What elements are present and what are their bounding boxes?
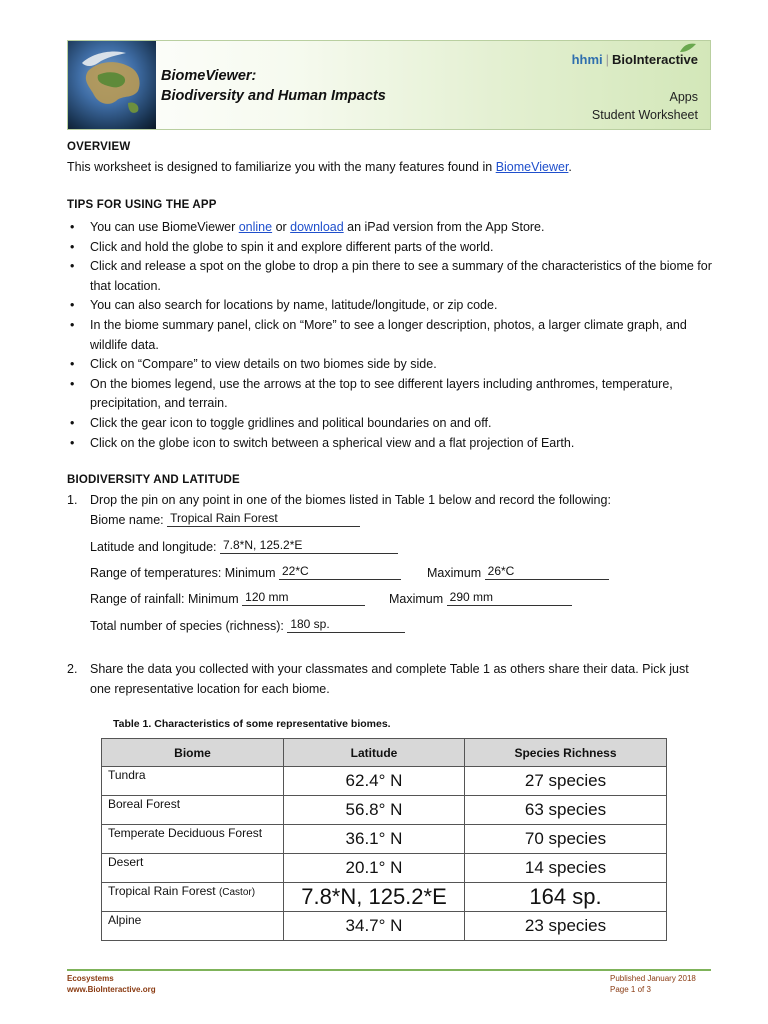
biome-name: Desert bbox=[108, 855, 144, 869]
rainfall-max-row bbox=[389, 591, 572, 606]
question-1-text: Drop the pin on any point in one of the biomes listed in Table 1 below and record the following: bbox=[90, 493, 611, 507]
question-2-line-1: Share the data you collected with your classmates and complete Table 1 as others share their data. Pick just bbox=[90, 662, 689, 676]
species-label: Total number of species (richness): bbox=[90, 619, 284, 633]
biome-name-label: Biome name: bbox=[90, 513, 164, 527]
tip-item: • Click and release a spot on the globe to drop a pin there to see a summary of the characteristics of the biome for that location. bbox=[67, 257, 717, 296]
biome-name-field[interactable] bbox=[167, 512, 360, 527]
category-label: Apps bbox=[669, 90, 698, 104]
latitude-cell[interactable]: 56.8° N bbox=[284, 796, 465, 825]
biome-name: Tropical Rain Forest bbox=[108, 884, 216, 898]
tips-list bbox=[67, 218, 717, 453]
table-row bbox=[102, 796, 667, 825]
tip-item: • Click on “Compare” to view details on two biomes side by side. bbox=[67, 355, 717, 375]
tip-item: • You can also search for locations by name, latitude/longitude, or zip code. bbox=[67, 296, 717, 316]
rain-min-label: Range of rainfall: Minimum bbox=[90, 592, 239, 606]
header-latitude: Latitude bbox=[284, 739, 465, 767]
logo-hhmi: hhmi bbox=[571, 52, 603, 67]
biome-cell bbox=[102, 796, 284, 825]
online-link[interactable]: online bbox=[238, 220, 273, 234]
footer-unit: Ecosystems bbox=[67, 974, 114, 983]
rain-min-field[interactable] bbox=[242, 591, 365, 606]
tip-item: • Click and hold the globe to spin it and explore different parts of the world. bbox=[67, 238, 717, 258]
footer-left bbox=[67, 973, 156, 995]
logo-separator: | bbox=[605, 52, 610, 67]
footer-divider bbox=[67, 969, 711, 971]
table-row bbox=[102, 883, 667, 912]
rainfall-row bbox=[90, 591, 365, 606]
latitude-cell[interactable]: 62.4° N bbox=[284, 767, 465, 796]
temp-min-value: 22*C bbox=[281, 564, 309, 578]
latlong-field[interactable] bbox=[220, 539, 398, 554]
table-caption: Table 1. Characteristics of some representative biomes. bbox=[113, 718, 391, 730]
tip-item: • In the biome summary panel, click on “More” to see a longer description, photos, a larger climate graph, and wildlife data. bbox=[67, 316, 717, 355]
logo-brand: BioInteractive bbox=[612, 52, 698, 67]
header-species-richness: Species Richness bbox=[465, 739, 667, 767]
latitude-cell[interactable]: 34.7° N bbox=[284, 912, 465, 941]
rain-max-field[interactable] bbox=[447, 591, 572, 606]
temperature-row bbox=[90, 565, 401, 580]
table-row bbox=[102, 912, 667, 941]
latlong-label: Latitude and longitude: bbox=[90, 540, 217, 554]
worksheet-title bbox=[161, 66, 386, 106]
species-row bbox=[90, 618, 405, 633]
species-value: 180 sp. bbox=[290, 617, 330, 631]
header-biome: Biome bbox=[102, 739, 284, 767]
tip-text: an iPad version from the App Store. bbox=[343, 220, 545, 234]
biome-name-value: Tropical Rain Forest bbox=[170, 511, 278, 525]
biome-name: Alpine bbox=[108, 913, 142, 927]
question-2-number: 2. bbox=[67, 662, 78, 676]
footer-right bbox=[610, 973, 696, 995]
overview-text-before: This worksheet is designed to familiarize you with the many features found in bbox=[67, 160, 496, 174]
rain-min-value: 120 mm bbox=[245, 590, 289, 604]
biomeviewer-link[interactable]: BiomeViewer bbox=[495, 160, 569, 174]
biome-name: Boreal Forest bbox=[108, 797, 181, 811]
latitude-cell[interactable]: 20.1° N bbox=[284, 854, 465, 883]
species-cell[interactable]: 164 sp. bbox=[465, 883, 667, 912]
biome-cell bbox=[102, 912, 284, 941]
latlong-row bbox=[90, 539, 398, 554]
overview-heading: OVERVIEW bbox=[67, 141, 131, 153]
tips-heading: TIPS FOR USING THE APP bbox=[67, 199, 217, 211]
latitude-cell[interactable]: 36.1° N bbox=[284, 825, 465, 854]
temperature-max-row bbox=[427, 565, 609, 580]
tip-item: • Click the gear icon to toggle gridlines and political boundaries on and off. bbox=[67, 414, 717, 434]
biome-cell bbox=[102, 825, 284, 854]
tip-text: You can use BiomeViewer bbox=[90, 220, 239, 234]
table-row bbox=[102, 825, 667, 854]
footer-website[interactable]: www.BioInteractive.org bbox=[67, 985, 156, 994]
biome-cell bbox=[102, 767, 284, 796]
rain-max-value: 290 mm bbox=[449, 590, 494, 604]
latitude-cell[interactable]: 7.8*N, 125.2*E bbox=[284, 883, 465, 912]
table-row bbox=[102, 854, 667, 883]
biome-table bbox=[101, 738, 667, 941]
tip-item: • On the biomes legend, use the arrows at the top to see different layers including anthromes, temperature, precipitation, and terrain. bbox=[67, 375, 717, 414]
globe-icon bbox=[68, 41, 156, 129]
title-line-2: Biodiversity and Human Impacts bbox=[161, 88, 386, 104]
temp-min-field[interactable] bbox=[279, 565, 401, 580]
overview-text-after: . bbox=[568, 160, 572, 174]
question-1-number: 1. bbox=[67, 493, 78, 507]
biome-cell bbox=[102, 883, 284, 912]
temp-min-label: Range of temperatures: Minimum bbox=[90, 566, 276, 580]
biome-name: Temperate Deciduous Forest bbox=[108, 826, 263, 840]
latlong-value: 7.8*N, 125.2*E bbox=[222, 538, 303, 552]
species-cell[interactable]: 27 species bbox=[465, 767, 667, 796]
table-row bbox=[102, 767, 667, 796]
worksheet-header bbox=[67, 40, 711, 130]
title-line-1: BiomeViewer: bbox=[161, 68, 257, 84]
biome-name: Tundra bbox=[108, 768, 146, 782]
footer-published: Published January 2018 bbox=[610, 974, 696, 983]
download-link[interactable]: download bbox=[290, 220, 344, 234]
species-cell[interactable]: 14 species bbox=[465, 854, 667, 883]
tip-item bbox=[67, 218, 717, 238]
temp-max-value: 26*C bbox=[487, 564, 515, 578]
question-2-line-2: one representative location for each biome. bbox=[90, 682, 330, 696]
overview-text bbox=[67, 160, 572, 174]
hhmi-biointeractive-logo bbox=[572, 52, 698, 67]
species-cell[interactable]: 70 species bbox=[465, 825, 667, 854]
biome-name-row bbox=[90, 512, 360, 527]
tip-item: • Click on the globe icon to switch between a spherical view and a flat projection of Earth. bbox=[67, 434, 717, 454]
latitude-heading: BIODIVERSITY AND LATITUDE bbox=[67, 474, 240, 486]
leaf-icon bbox=[678, 42, 698, 54]
tip-text: or bbox=[272, 220, 291, 234]
species-field[interactable] bbox=[287, 618, 405, 633]
species-cell[interactable]: 23 species bbox=[465, 912, 667, 941]
biome-cell bbox=[102, 854, 284, 883]
footer-page: Page 1 of 3 bbox=[610, 985, 651, 994]
temp-max-label: Maximum bbox=[427, 566, 482, 580]
species-cell[interactable]: 63 species bbox=[465, 796, 667, 825]
biome-note: (Castor) bbox=[218, 887, 256, 898]
globe-image bbox=[68, 41, 156, 129]
table-header-row bbox=[102, 739, 667, 767]
temp-max-field[interactable] bbox=[485, 565, 609, 580]
doc-type-label: Student Worksheet bbox=[591, 108, 698, 122]
rain-max-label: Maximum bbox=[389, 592, 444, 606]
